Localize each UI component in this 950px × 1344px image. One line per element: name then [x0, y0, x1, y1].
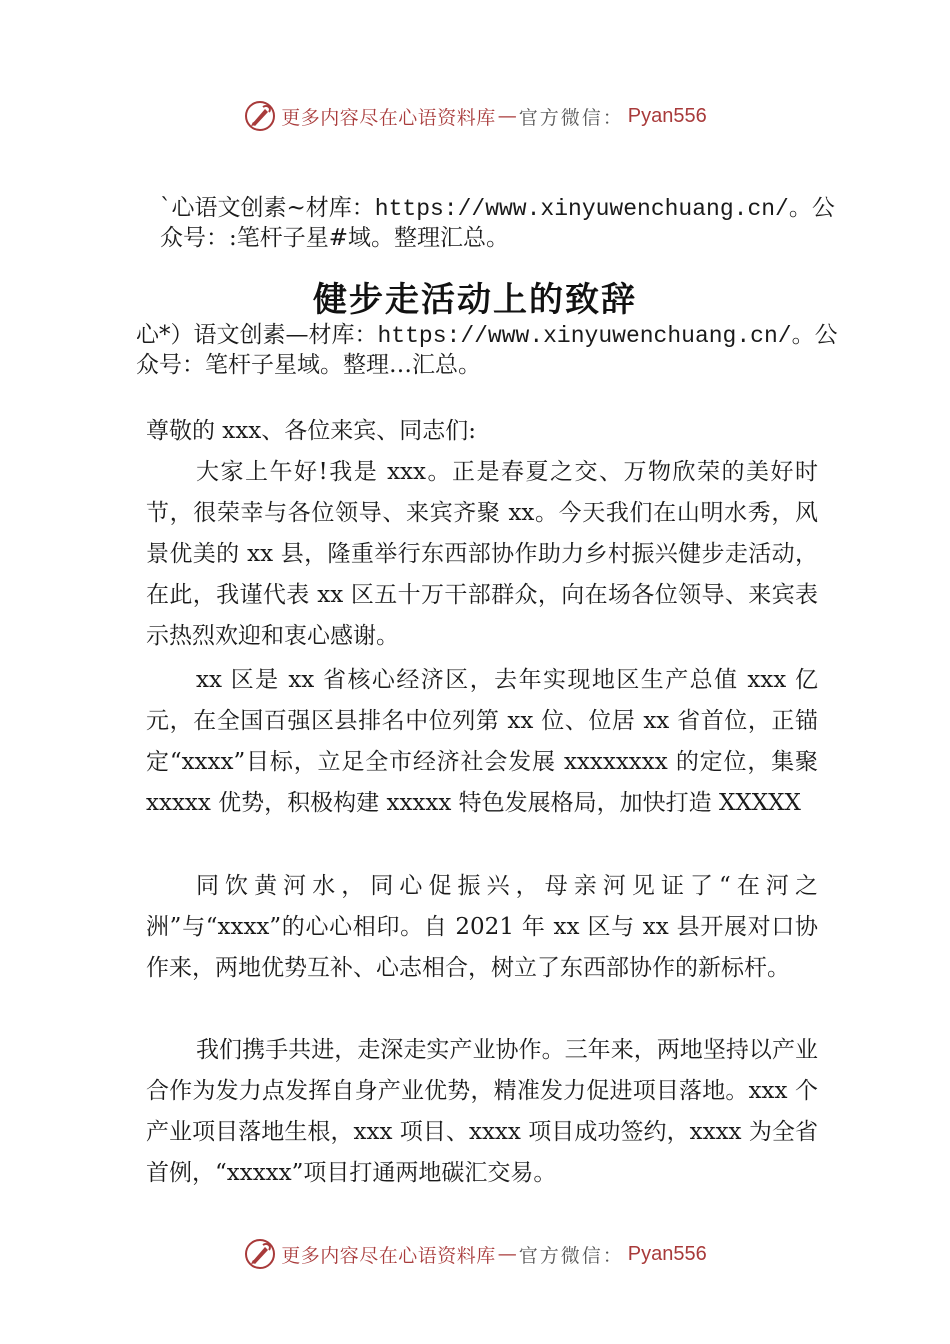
- paragraph-4: 我们携手共进，走深走实产业协作。三年来，两地坚持以产业合作为发力点发挥自身产业优势，精准发力促进项目落地。xxx 个产业项目落地生根，xxx 项目、xxxx 项目成功签约，xxxx 为全省首例，“xxxxx”项目打通两地碳汇交易。: [146, 1037, 818, 1186]
- footer-banner: [0, 1234, 950, 1274]
- salutation: 尊敬的 xxx、各位来宾、同志们:: [146, 418, 476, 444]
- footer-banner-dash: —: [497, 1243, 517, 1265]
- source-note-1-line-2: 众号：:笔杆子星#域。整理汇总。: [160, 225, 510, 251]
- pen-nib-logo-icon: [243, 1237, 277, 1271]
- banner-text: 更多内容尽在心语资料库: [281, 106, 496, 129]
- pen-nib-logo-icon: [243, 99, 277, 133]
- source-note-1-prefix: `心语文创素~材库：: [160, 195, 375, 221]
- footer-banner-wechat-label: 官方微信：: [518, 1244, 624, 1267]
- banner-dash: —: [497, 105, 517, 127]
- source-note-2-line-2: 众号：笔杆子星域。整理…汇总。: [136, 352, 481, 378]
- footer-banner-text: 更多内容尽在心语资料库: [281, 1244, 496, 1267]
- source-note-1-suffix: 。公: [788, 195, 835, 221]
- source-note-2-url: https://www.xinyuwenchuang.cn/: [377, 323, 792, 349]
- banner-wechat-id: Pyan556: [627, 104, 707, 127]
- source-note-1-url: https://www.xinyuwenchuang.cn/: [374, 196, 789, 222]
- source-note-2-line-1: [136, 320, 838, 351]
- source-note-1-line-1: [160, 193, 835, 224]
- document-title: 健步走活动上的致辞: [313, 280, 637, 320]
- header-banner: [0, 96, 950, 136]
- paragraph-1: 大家上午好!我是 xxx。正是春夏之交、万物欣荣的美好时节，很荣幸与各位领导、来宾齐聚 xx。今天我们在山明水秀，风景优美的 xx 县，隆重举行东西部协作助力乡村振兴健步走活动，在此，我谨代表 xx 区五十万干部群众，向在场各位领导、来宾表示热烈欢迎和衷心感谢。: [146, 459, 818, 649]
- source-note-2-suffix: 。公: [791, 322, 838, 348]
- paragraph-3: 同饮黄河水，同心促振兴，母亲河见证了“在河之洲”与“xxxx”的心心相印。自 2021 年 xx 区与 xx 县开展对口协作来，两地优势互补、心志相合，树立了东西部协作的新标杆。: [146, 873, 818, 981]
- paragraph-2: xx 区是 xx 省核心经济区，去年实现地区生产总值 xxx 亿元，在全国百强区县排名中位列第 xx 位、位居 xx 省首位，正锚定“xxxx”目标，立足全市经济社会发展 xxxxxxxx 的定位，集聚 xxxxx 优势，积极构建 xxxxx 特色发展格局，加快打造 XXXXX: [146, 667, 818, 816]
- banner-wechat-label: 官方微信：: [518, 106, 624, 129]
- footer-banner-wechat-id: Pyan556: [627, 1242, 707, 1265]
- source-note-2-prefix: 心*）语文创素—材库：: [136, 322, 378, 348]
